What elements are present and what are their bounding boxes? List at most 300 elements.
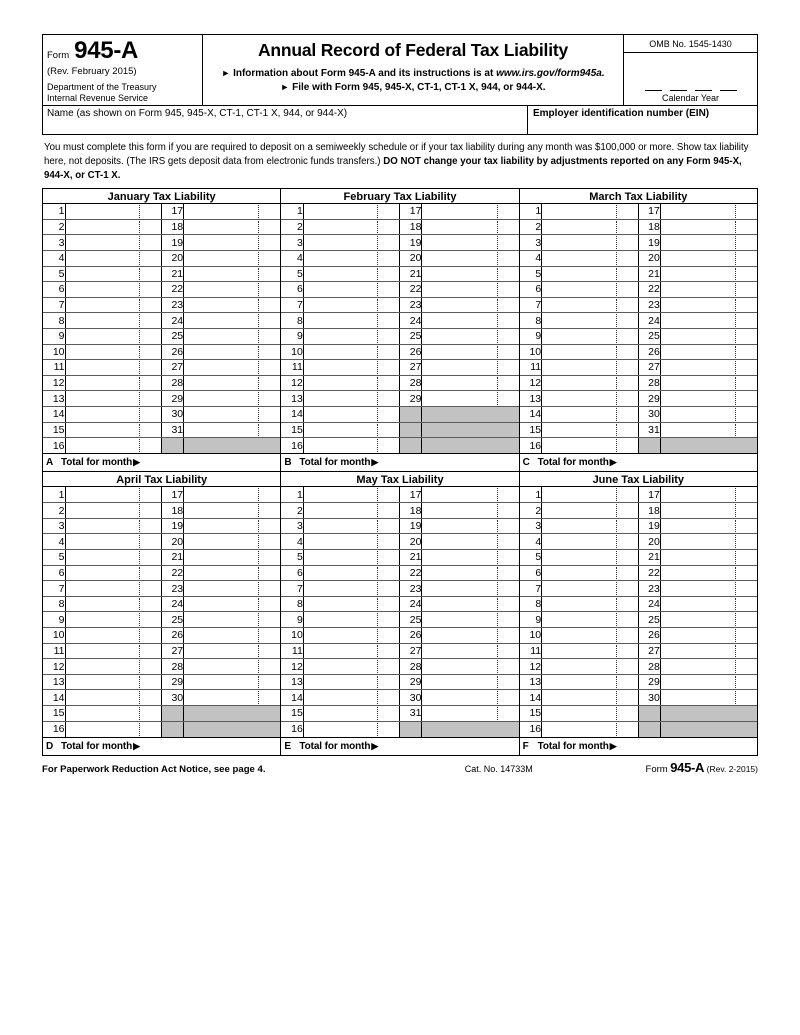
- tax-liability-input-cell[interactable]: [542, 550, 639, 566]
- tax-liability-input-cell[interactable]: [303, 422, 400, 438]
- name-field[interactable]: [43, 106, 528, 134]
- tax-liability-input-cell[interactable]: [422, 487, 519, 503]
- cents-separator: [258, 330, 259, 343]
- tax-liability-input-cell[interactable]: [184, 565, 281, 581]
- tax-liability-input-cell[interactable]: [65, 534, 162, 550]
- day-number-cell: 7: [520, 581, 542, 597]
- tax-liability-input-cell[interactable]: [542, 518, 639, 534]
- day-number-cell: 24: [162, 596, 184, 612]
- cents-separator: [616, 283, 617, 296]
- tax-liability-input-cell[interactable]: [660, 690, 757, 706]
- tax-liability-input-cell[interactable]: [422, 297, 519, 313]
- tax-liability-input-cell[interactable]: [184, 518, 281, 534]
- day-number-cell: 31: [162, 422, 184, 438]
- day-number-cell: 2: [281, 219, 303, 235]
- tax-liability-input-cell[interactable]: [303, 690, 400, 706]
- day-number-cell: 10: [43, 628, 65, 644]
- tax-liability-input-cell[interactable]: [660, 282, 757, 298]
- tax-liability-input-cell[interactable]: [303, 721, 400, 737]
- tax-liability-input-cell[interactable]: [184, 297, 281, 313]
- table-row: [43, 534, 280, 550]
- day-number-cell: 29: [162, 391, 184, 407]
- tax-liability-input-cell[interactable]: [65, 690, 162, 706]
- table-row: [520, 690, 757, 706]
- cents-separator: [616, 723, 617, 736]
- cents-separator: [616, 299, 617, 312]
- tax-liability-input-cell[interactable]: [660, 344, 757, 360]
- tax-liability-input-cell[interactable]: [542, 438, 639, 454]
- day-number-cell: 30: [638, 406, 660, 422]
- tax-liability-input-cell[interactable]: [542, 643, 639, 659]
- tax-liability-input-cell[interactable]: [542, 219, 639, 235]
- tax-liability-input-cell[interactable]: [184, 550, 281, 566]
- tax-liability-input-cell[interactable]: [65, 518, 162, 534]
- tax-liability-input-cell[interactable]: [303, 235, 400, 251]
- header-form-identity: [43, 35, 203, 105]
- tax-liability-input-cell[interactable]: [65, 438, 162, 454]
- tax-liability-input-cell[interactable]: [422, 581, 519, 597]
- tax-liability-input-cell[interactable]: [660, 674, 757, 690]
- tax-liability-input-cell[interactable]: [303, 628, 400, 644]
- tax-liability-input-cell[interactable]: [660, 391, 757, 407]
- tax-liability-input-cell[interactable]: [303, 550, 400, 566]
- tax-liability-input-cell[interactable]: [542, 659, 639, 675]
- tax-liability-input-cell[interactable]: [184, 422, 281, 438]
- tax-liability-input-cell[interactable]: [422, 375, 519, 391]
- tax-liability-input-cell[interactable]: [303, 282, 400, 298]
- tax-liability-input-cell[interactable]: [65, 328, 162, 344]
- tax-liability-input-cell[interactable]: [303, 612, 400, 628]
- tax-liability-input-cell[interactable]: [422, 690, 519, 706]
- day-number-cell: 30: [400, 690, 422, 706]
- tax-liability-input-cell[interactable]: [542, 313, 639, 329]
- day-number-cell: 4: [281, 534, 303, 550]
- table-row: [520, 706, 757, 722]
- tax-liability-input-cell[interactable]: [303, 219, 400, 235]
- day-number-cell: 5: [281, 266, 303, 282]
- tax-liability-input-cell[interactable]: [303, 297, 400, 313]
- tax-liability-input-cell[interactable]: [184, 204, 281, 220]
- tax-liability-input-cell[interactable]: [303, 534, 400, 550]
- tax-liability-input-cell[interactable]: [184, 503, 281, 519]
- day-number-cell: 23: [162, 297, 184, 313]
- tax-liability-input-cell[interactable]: [184, 344, 281, 360]
- cents-separator: [497, 314, 498, 327]
- day-number-cell: 16: [43, 721, 65, 737]
- day-number-cell: [400, 422, 422, 438]
- cents-separator: [616, 377, 617, 390]
- cents-separator: [258, 629, 259, 642]
- table-row: [43, 406, 280, 422]
- day-number-cell: 4: [520, 534, 542, 550]
- tax-liability-input-cell[interactable]: [184, 375, 281, 391]
- month-title: February Tax Liability: [281, 189, 518, 204]
- paperwork-reduction-notice: For Paperwork Reduction Act Notice, see page 4.: [42, 763, 266, 775]
- total-line-letter: A: [46, 457, 54, 469]
- day-number-cell: 15: [520, 422, 542, 438]
- tax-liability-input-cell[interactable]: [422, 643, 519, 659]
- tax-liability-input-cell[interactable]: [660, 204, 757, 220]
- tax-liability-input-cell[interactable]: [542, 250, 639, 266]
- tax-liability-input-cell[interactable]: [542, 534, 639, 550]
- tax-liability-input-cell[interactable]: [542, 721, 639, 737]
- arrow-icon: ▶: [371, 457, 379, 468]
- table-row: [281, 690, 518, 706]
- cents-separator: [377, 676, 378, 689]
- table-row: [281, 643, 518, 659]
- tax-liability-input-cell[interactable]: [303, 643, 400, 659]
- cents-separator: [616, 691, 617, 704]
- table-row: [281, 721, 518, 737]
- tax-liability-input-cell[interactable]: [65, 391, 162, 407]
- tax-liability-input-cell[interactable]: [303, 391, 400, 407]
- tax-liability-input-cell[interactable]: [422, 313, 519, 329]
- tax-liability-input-cell[interactable]: [660, 487, 757, 503]
- cents-separator: [497, 299, 498, 312]
- cents-separator: [258, 582, 259, 595]
- tax-liability-input-cell[interactable]: [422, 219, 519, 235]
- tax-liability-input-cell[interactable]: [184, 674, 281, 690]
- tax-liability-input-cell[interactable]: [660, 565, 757, 581]
- table-row: [520, 313, 757, 329]
- tax-liability-input-cell[interactable]: [65, 674, 162, 690]
- tax-liability-input-cell[interactable]: [542, 266, 639, 282]
- tax-liability-input-cell[interactable]: [422, 503, 519, 519]
- tax-liability-input-cell[interactable]: [184, 487, 281, 503]
- tax-liability-input-cell[interactable]: [184, 596, 281, 612]
- tax-liability-input-cell[interactable]: [303, 344, 400, 360]
- tax-liability-input-cell[interactable]: [303, 565, 400, 581]
- day-number-cell: 13: [520, 391, 542, 407]
- tax-liability-input-cell[interactable]: [184, 612, 281, 628]
- tax-liability-input-cell[interactable]: [65, 721, 162, 737]
- tax-liability-input-cell[interactable]: [184, 628, 281, 644]
- tax-liability-input-cell[interactable]: [422, 674, 519, 690]
- day-number-cell: 29: [400, 391, 422, 407]
- subtitle-file-with-text: File with Form 945, 945-X, CT-1, CT-1 X, 944, or 944-X.: [292, 82, 546, 93]
- cents-separator: [139, 723, 140, 736]
- day-number-cell: 17: [162, 487, 184, 503]
- tax-liability-input-cell[interactable]: [542, 503, 639, 519]
- tax-liability-input-cell[interactable]: [184, 643, 281, 659]
- tax-liability-input-cell[interactable]: [422, 550, 519, 566]
- day-number-cell: 17: [638, 487, 660, 503]
- tax-liability-input-cell[interactable]: [422, 250, 519, 266]
- tax-liability-input-cell[interactable]: [184, 235, 281, 251]
- total-for-month-field[interactable]: [280, 454, 518, 471]
- tax-liability-input-cell[interactable]: [65, 235, 162, 251]
- tax-liability-input-cell[interactable]: [542, 706, 639, 722]
- table-row: [281, 360, 518, 376]
- tax-liability-input-cell[interactable]: [65, 706, 162, 722]
- tax-liability-input-cell[interactable]: [65, 360, 162, 376]
- table-row: [281, 659, 518, 675]
- tax-liability-input-cell[interactable]: [65, 375, 162, 391]
- tax-liability-input-cell[interactable]: [303, 266, 400, 282]
- tax-liability-input-cell[interactable]: [184, 282, 281, 298]
- tax-liability-input-cell[interactable]: [184, 250, 281, 266]
- tax-liability-input-cell[interactable]: [65, 313, 162, 329]
- tax-liability-input-cell[interactable]: [184, 534, 281, 550]
- tax-liability-input-cell[interactable]: [542, 581, 639, 597]
- tax-liability-input-cell[interactable]: [660, 503, 757, 519]
- tax-liability-input-cell[interactable]: [184, 266, 281, 282]
- year-digit-slot[interactable]: [695, 90, 712, 91]
- header-title-block: [203, 35, 624, 105]
- tax-liability-input-cell[interactable]: [660, 235, 757, 251]
- cents-separator: [616, 424, 617, 437]
- cents-separator: [377, 205, 378, 218]
- tax-liability-input-cell[interactable]: [65, 503, 162, 519]
- cents-separator: [377, 660, 378, 673]
- tax-liability-input-cell[interactable]: [65, 422, 162, 438]
- tax-liability-input-cell[interactable]: [422, 391, 519, 407]
- cents-separator: [258, 236, 259, 249]
- cents-separator: [735, 268, 736, 281]
- footer-form-revision: (Rev. 2-2015): [706, 763, 758, 774]
- tax-liability-input-cell[interactable]: [184, 219, 281, 235]
- total-for-month-field[interactable]: [519, 738, 757, 755]
- day-number-cell: 21: [638, 550, 660, 566]
- tax-liability-input-cell[interactable]: [65, 565, 162, 581]
- day-number-cell: 21: [638, 266, 660, 282]
- tax-liability-input-cell[interactable]: [542, 344, 639, 360]
- cents-separator: [735, 299, 736, 312]
- tax-liability-input-cell[interactable]: [660, 219, 757, 235]
- tax-liability-input-cell[interactable]: [184, 690, 281, 706]
- total-for-month-field[interactable]: [43, 738, 280, 755]
- cents-separator: [616, 598, 617, 611]
- tax-liability-input-cell[interactable]: [660, 297, 757, 313]
- footer-form-number: 945-A: [670, 759, 705, 775]
- table-row: [520, 628, 757, 644]
- tax-liability-input-cell[interactable]: [660, 375, 757, 391]
- tax-liability-input-cell[interactable]: [660, 266, 757, 282]
- tax-liability-input-cell[interactable]: [542, 360, 639, 376]
- tax-liability-input-cell[interactable]: [660, 518, 757, 534]
- tax-liability-input-cell[interactable]: [422, 518, 519, 534]
- tax-liability-input-cell[interactable]: [184, 360, 281, 376]
- tax-liability-input-cell[interactable]: [303, 674, 400, 690]
- tax-liability-input-cell[interactable]: [422, 565, 519, 581]
- tax-liability-input-cell[interactable]: [422, 235, 519, 251]
- instructions-paragraph: [42, 135, 758, 187]
- tax-liability-input-cell[interactable]: [303, 204, 400, 220]
- cents-separator: [616, 346, 617, 359]
- tax-liability-input-cell[interactable]: [65, 266, 162, 282]
- tax-liability-input-cell[interactable]: [542, 565, 639, 581]
- tax-liability-input-cell[interactable]: [422, 282, 519, 298]
- tax-liability-input-cell[interactable]: [542, 487, 639, 503]
- tax-liability-input-cell[interactable]: [660, 313, 757, 329]
- day-number-cell: 18: [162, 219, 184, 235]
- day-number-cell: 22: [162, 282, 184, 298]
- day-number-cell: 25: [162, 328, 184, 344]
- tax-liability-input-cell[interactable]: [184, 313, 281, 329]
- tax-liability-input-cell[interactable]: [65, 550, 162, 566]
- tax-liability-input-cell[interactable]: [542, 204, 639, 220]
- cents-separator: [616, 660, 617, 673]
- tax-liability-input-cell[interactable]: [65, 282, 162, 298]
- tax-liability-input-cell[interactable]: [422, 266, 519, 282]
- day-number-cell: 15: [520, 706, 542, 722]
- table-row: [281, 518, 518, 534]
- day-number-cell: 1: [281, 487, 303, 503]
- tax-liability-input-cell[interactable]: [422, 706, 519, 722]
- tax-liability-input-cell[interactable]: [65, 659, 162, 675]
- cents-separator: [139, 408, 140, 421]
- tax-liability-input-cell[interactable]: [184, 406, 281, 422]
- tax-liability-input-cell[interactable]: [303, 438, 400, 454]
- tax-liability-input-cell[interactable]: [542, 596, 639, 612]
- day-number-cell: 27: [400, 643, 422, 659]
- tax-liability-input-cell[interactable]: [65, 406, 162, 422]
- tax-liability-input-cell[interactable]: [65, 250, 162, 266]
- tax-liability-input-cell[interactable]: [660, 360, 757, 376]
- tax-liability-input-cell[interactable]: [303, 375, 400, 391]
- cents-separator: [377, 723, 378, 736]
- irs-url-link[interactable]: www.irs.gov/form945a.: [496, 68, 605, 79]
- tax-liability-input-cell[interactable]: [542, 297, 639, 313]
- tax-liability-input-cell[interactable]: [422, 204, 519, 220]
- tax-liability-input-cell[interactable]: [65, 628, 162, 644]
- tax-liability-input-cell[interactable]: [303, 250, 400, 266]
- tax-liability-input-cell[interactable]: [303, 518, 400, 534]
- cents-separator: [139, 707, 140, 720]
- tax-liability-input-cell[interactable]: [542, 674, 639, 690]
- tax-liability-input-cell[interactable]: [422, 534, 519, 550]
- day-number-cell: 30: [162, 406, 184, 422]
- tax-liability-input-cell[interactable]: [65, 612, 162, 628]
- tax-liability-input-cell[interactable]: [65, 487, 162, 503]
- tax-liability-input-cell[interactable]: [542, 422, 639, 438]
- total-line-letter: F: [522, 740, 529, 752]
- tax-liability-input-cell[interactable]: [303, 581, 400, 597]
- tax-liability-input-cell[interactable]: [65, 204, 162, 220]
- cents-separator: [258, 691, 259, 704]
- tax-liability-input-cell: [422, 422, 519, 438]
- tax-liability-input-cell[interactable]: [184, 391, 281, 407]
- day-number-cell: 19: [162, 235, 184, 251]
- month-day-table: [520, 204, 757, 454]
- tax-liability-input-cell[interactable]: [65, 297, 162, 313]
- tax-liability-input-cell[interactable]: [660, 406, 757, 422]
- table-row: [520, 659, 757, 675]
- tax-liability-input-cell[interactable]: [660, 596, 757, 612]
- tax-liability-input-cell[interactable]: [542, 282, 639, 298]
- cents-separator: [258, 488, 259, 501]
- table-row: [43, 266, 280, 282]
- day-number-cell: 7: [43, 297, 65, 313]
- cents-separator: [139, 361, 140, 374]
- tax-liability-input-cell[interactable]: [542, 375, 639, 391]
- total-for-month-field[interactable]: [519, 454, 757, 471]
- total-for-month-field[interactable]: [43, 454, 280, 471]
- tax-liability-input-cell[interactable]: [422, 628, 519, 644]
- day-number-cell: 3: [43, 235, 65, 251]
- tax-liability-input-cell[interactable]: [422, 612, 519, 628]
- tax-liability-input-cell[interactable]: [65, 344, 162, 360]
- tax-liability-input-cell[interactable]: [660, 581, 757, 597]
- tax-liability-input-cell[interactable]: [660, 612, 757, 628]
- year-digit-slot[interactable]: [645, 90, 662, 91]
- tax-liability-input-cell[interactable]: [660, 534, 757, 550]
- table-row: [43, 503, 280, 519]
- table-row: [43, 690, 280, 706]
- tax-liability-input-cell[interactable]: [303, 659, 400, 675]
- day-number-cell: 3: [520, 235, 542, 251]
- cents-separator: [616, 535, 617, 548]
- tax-liability-input-cell[interactable]: [542, 628, 639, 644]
- tax-liability-input-cell[interactable]: [303, 596, 400, 612]
- cents-separator: [616, 408, 617, 421]
- tax-liability-input-cell[interactable]: [542, 391, 639, 407]
- tax-liability-input-cell[interactable]: [660, 628, 757, 644]
- cents-separator: [616, 392, 617, 405]
- ein-field[interactable]: [528, 106, 757, 134]
- tax-liability-input-cell[interactable]: [542, 612, 639, 628]
- tax-liability-input-cell[interactable]: [542, 406, 639, 422]
- tax-liability-input-cell[interactable]: [65, 219, 162, 235]
- year-digit-slot[interactable]: [670, 90, 687, 91]
- tax-liability-input-cell[interactable]: [660, 659, 757, 675]
- tax-liability-input-cell[interactable]: [303, 503, 400, 519]
- tax-liability-input-cell[interactable]: [422, 344, 519, 360]
- cents-separator: [139, 691, 140, 704]
- tax-liability-input-cell[interactable]: [422, 328, 519, 344]
- day-number-cell: 20: [400, 534, 422, 550]
- day-number-cell: 28: [162, 659, 184, 675]
- cents-separator: [377, 551, 378, 564]
- tax-liability-input-cell[interactable]: [65, 643, 162, 659]
- tax-liability-input-cell[interactable]: [65, 596, 162, 612]
- day-number-cell: 14: [281, 690, 303, 706]
- tax-liability-input-cell[interactable]: [303, 406, 400, 422]
- total-for-month-field[interactable]: [280, 738, 518, 755]
- calendar-year-field[interactable]: [624, 53, 757, 105]
- tax-liability-input-cell[interactable]: [65, 581, 162, 597]
- tax-liability-input-cell[interactable]: [660, 643, 757, 659]
- tax-liability-input-cell[interactable]: [303, 360, 400, 376]
- tax-liability-input-cell[interactable]: [660, 422, 757, 438]
- cents-separator: [139, 424, 140, 437]
- tax-liability-input-cell[interactable]: [184, 581, 281, 597]
- tax-liability-input-cell[interactable]: [303, 313, 400, 329]
- tax-liability-input-cell[interactable]: [422, 596, 519, 612]
- tax-liability-input-cell[interactable]: [184, 659, 281, 675]
- tax-liability-input-cell[interactable]: [542, 235, 639, 251]
- tax-liability-input-cell[interactable]: [184, 328, 281, 344]
- tax-liability-input-cell[interactable]: [422, 659, 519, 675]
- tax-liability-input-cell[interactable]: [303, 487, 400, 503]
- cents-separator: [377, 439, 378, 452]
- day-number-cell: 12: [281, 375, 303, 391]
- day-number-cell: 24: [162, 313, 184, 329]
- tax-liability-input-cell[interactable]: [660, 250, 757, 266]
- month-title: April Tax Liability: [43, 472, 280, 487]
- tax-liability-input-cell[interactable]: [303, 706, 400, 722]
- arrow-icon: ▶: [133, 457, 141, 468]
- year-digit-slot[interactable]: [720, 90, 737, 91]
- tax-liability-input-cell[interactable]: [422, 360, 519, 376]
- tax-liability-input-cell[interactable]: [542, 690, 639, 706]
- tax-liability-input-cell[interactable]: [660, 328, 757, 344]
- tax-liability-input-cell[interactable]: [303, 328, 400, 344]
- tax-liability-input-cell[interactable]: [660, 550, 757, 566]
- day-number-cell: 2: [281, 503, 303, 519]
- day-number-cell: 16: [520, 438, 542, 454]
- tax-liability-input-cell[interactable]: [542, 328, 639, 344]
